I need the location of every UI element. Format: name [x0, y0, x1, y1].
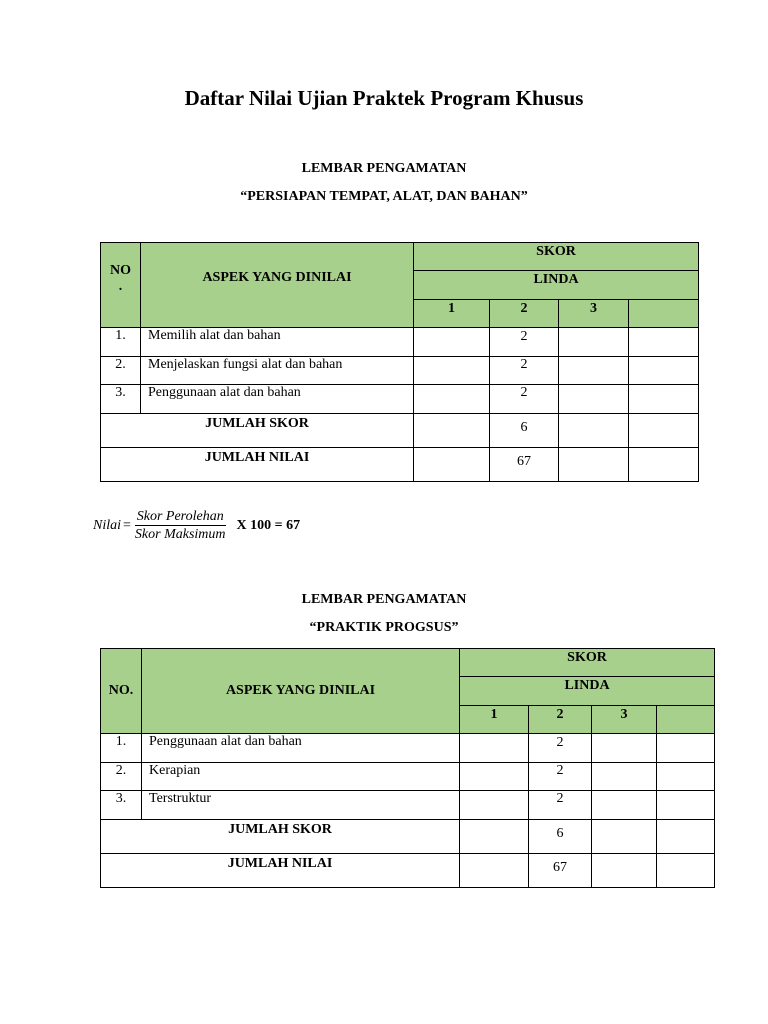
page-title: Daftar Nilai Ujian Praktek Program Khusus	[184, 86, 584, 110]
row-score	[559, 385, 629, 414]
total-skor-label: JUMLAH SKOR	[101, 414, 414, 448]
section1-subheading: “PERSIAPAN TEMPAT, ALAT, DAN BAHAN”	[240, 189, 528, 204]
total-skor-value	[592, 820, 657, 854]
total-nilai-row	[101, 854, 715, 888]
row-no: 1.	[101, 734, 142, 763]
col-header-skor: SKOR	[460, 649, 715, 677]
row-score	[460, 734, 529, 763]
formula-equals: =	[123, 518, 131, 533]
total-nilai-value: 67	[529, 854, 592, 888]
col-header-aspect: ASPEK YANG DINILAI	[141, 243, 414, 328]
total-skor-row	[101, 414, 699, 448]
formula-fraction	[133, 508, 228, 544]
score-col-2: 2	[490, 300, 559, 328]
row-no: 1.	[101, 328, 141, 357]
row-score	[559, 357, 629, 385]
total-nilai-value	[559, 448, 629, 482]
total-skor-value	[559, 414, 629, 448]
row-score	[460, 791, 529, 820]
row-score: 2	[529, 734, 592, 763]
score-formula	[93, 508, 300, 544]
formula-result: X 100 = 67	[236, 518, 301, 533]
table-row	[101, 385, 699, 414]
total-nilai-value	[592, 854, 657, 888]
section1-heading: LEMBAR PENGAMATAN	[301, 161, 467, 176]
total-skor-value	[657, 820, 715, 854]
total-skor-value	[460, 820, 529, 854]
row-no: 2.	[101, 763, 142, 791]
formula-lhs: Nilai	[93, 518, 122, 533]
row-score	[414, 328, 490, 357]
total-skor-value: 6	[529, 820, 592, 854]
row-aspect: Terstruktur	[142, 791, 460, 820]
row-no: 3.	[101, 791, 142, 820]
row-score	[414, 357, 490, 385]
score-col-3: 3	[592, 706, 657, 734]
table-row	[101, 763, 715, 791]
row-score: 2	[490, 385, 559, 414]
total-skor-value	[414, 414, 490, 448]
col-header-no: NO.	[101, 649, 142, 734]
score-table-2	[100, 648, 715, 888]
total-skor-value	[629, 414, 699, 448]
row-score: 2	[529, 763, 592, 791]
row-aspect: Kerapian	[142, 763, 460, 791]
total-skor-row	[101, 820, 715, 854]
row-score	[592, 734, 657, 763]
col-header-aspect: ASPEK YANG DINILAI	[142, 649, 460, 734]
table-row	[101, 791, 715, 820]
total-nilai-value	[629, 448, 699, 482]
row-score: 2	[490, 328, 559, 357]
formula-numerator: Skor Perolehan	[136, 509, 224, 524]
score-col-1: 1	[414, 300, 490, 328]
section2-heading: LEMBAR PENGAMATAN	[301, 592, 467, 607]
row-score	[657, 734, 715, 763]
row-score	[592, 791, 657, 820]
row-aspect: Menjelaskan fungsi alat dan bahan	[141, 357, 414, 385]
total-nilai-label: JUMLAH NILAI	[101, 854, 460, 888]
total-nilai-value: 67	[490, 448, 559, 482]
col-header-no-line1: NO	[110, 263, 131, 278]
row-no: 3.	[101, 385, 141, 414]
row-score	[657, 791, 715, 820]
score-col-1: 1	[460, 706, 529, 734]
score-col-3: 3	[559, 300, 629, 328]
row-score	[629, 385, 699, 414]
row-score: 2	[529, 791, 592, 820]
total-nilai-label: JUMLAH NILAI	[101, 448, 414, 482]
total-nilai-row	[101, 448, 699, 482]
total-nilai-value	[414, 448, 490, 482]
table-row	[101, 328, 699, 357]
row-score	[629, 328, 699, 357]
total-nilai-value	[657, 854, 715, 888]
score-col-4	[657, 706, 715, 734]
row-score: 2	[490, 357, 559, 385]
score-col-4	[629, 300, 699, 328]
row-aspect: Memilih alat dan bahan	[141, 328, 414, 357]
row-score	[629, 357, 699, 385]
col-header-skor: SKOR	[414, 243, 699, 271]
row-score	[559, 328, 629, 357]
total-nilai-value	[460, 854, 529, 888]
row-aspect: Penggunaan alat dan bahan	[142, 734, 460, 763]
row-score	[657, 763, 715, 791]
row-no: 2.	[101, 357, 141, 385]
col-header-no-line2: .	[118, 279, 123, 294]
total-skor-label: JUMLAH SKOR	[101, 820, 460, 854]
score-table-1	[100, 242, 699, 482]
section2-subheading: “PRAKTIK PROGSUS”	[309, 620, 459, 635]
col-header-student: LINDA	[414, 271, 699, 300]
formula-denominator: Skor Maksimum	[134, 527, 226, 542]
table-row	[101, 734, 715, 763]
row-aspect: Penggunaan alat dan bahan	[141, 385, 414, 414]
row-score	[460, 763, 529, 791]
col-header-no	[101, 243, 141, 328]
row-score	[414, 385, 490, 414]
total-skor-value: 6	[490, 414, 559, 448]
score-col-2: 2	[529, 706, 592, 734]
col-header-student: LINDA	[460, 677, 715, 706]
table-row	[101, 357, 699, 385]
row-score	[592, 763, 657, 791]
